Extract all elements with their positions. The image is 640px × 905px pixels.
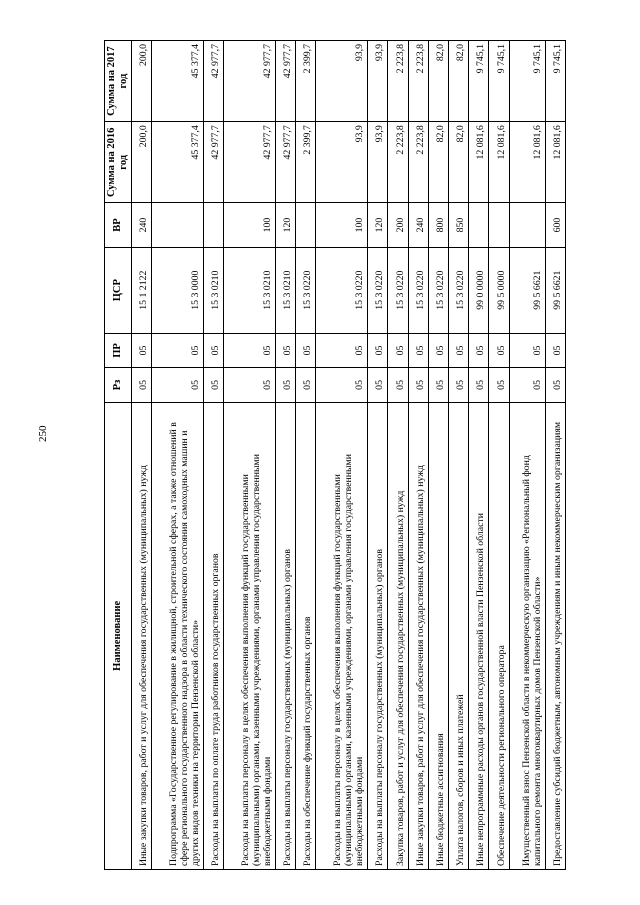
cell-vr (489, 203, 509, 247)
cell-sum-2016: 82,0 (448, 122, 468, 203)
cell-name: Иные закупки товаров, работ и услуг для обеспечения государственных (муниципальных) нужд (408, 402, 428, 869)
table-row (131, 41, 151, 870)
table-row (489, 41, 509, 870)
cell-name: Расходы на обеспечение функций государственных органов (296, 402, 316, 869)
cell-rz: 05 (545, 368, 565, 402)
cell-vr (509, 203, 545, 247)
cell-sum-2017: 200,0 (131, 41, 151, 122)
cell-rz: 05 (275, 368, 295, 402)
cell-sum-2017: 42 977,7 (223, 41, 275, 122)
cell-vr: 120 (275, 203, 295, 247)
cell-rz: 05 (203, 368, 223, 402)
cell-sum-2016: 2 223,8 (388, 122, 408, 203)
cell-csr: 99 0 0000 (469, 247, 489, 333)
cell-sum-2017: 2 223,8 (388, 41, 408, 122)
cell-vr: 600 (545, 203, 565, 247)
table-row (296, 41, 316, 870)
cell-vr (203, 203, 223, 247)
table-row (275, 41, 295, 870)
cell-rz: 05 (408, 368, 428, 402)
cell-sum-2017: 82,0 (448, 41, 468, 122)
table-body (131, 41, 566, 870)
cell-vr: 850 (448, 203, 468, 247)
cell-sum-2016: 12 081,6 (545, 122, 565, 203)
cell-name: Предоставление субсидий бюджетным, автономным учреждениям и иным некоммерческим организациям (545, 402, 565, 869)
header-sum-2016: Сумма на 2016 год (105, 122, 132, 203)
cell-vr (151, 203, 203, 247)
cell-pr: 05 (545, 333, 565, 367)
cell-name: Расходы на выплаты по оплате труда работников государственных органов (203, 402, 223, 869)
cell-vr: 240 (131, 203, 151, 247)
cell-sum-2017: 82,0 (428, 41, 448, 122)
cell-name: Расходы на выплаты персоналу в целях обеспечения выполнения функций государственными (муниципальными) органами, казенными учреждениями, органами управления государственными внебюджетными фондами (223, 402, 275, 869)
cell-sum-2017: 9 745,1 (545, 41, 565, 122)
cell-name: Иные бюджетные ассигнования (428, 402, 448, 869)
cell-sum-2016: 42 977,7 (223, 122, 275, 203)
cell-sum-2016: 82,0 (428, 122, 448, 203)
cell-csr: 15 3 0220 (388, 247, 408, 333)
cell-rz: 05 (428, 368, 448, 402)
cell-rz: 05 (151, 368, 203, 402)
cell-csr: 15 3 0210 (275, 247, 295, 333)
cell-rz: 05 (296, 368, 316, 402)
cell-vr: 100 (223, 203, 275, 247)
cell-pr: 05 (469, 333, 489, 367)
cell-vr (469, 203, 489, 247)
cell-pr: 05 (428, 333, 448, 367)
cell-pr: 05 (275, 333, 295, 367)
cell-sum-2017: 2 223,8 (408, 41, 428, 122)
cell-name: Расходы на выплаты персоналу государственных (муниципальных) органов (368, 402, 388, 869)
cell-name: Уплата налогов, сборов и иных платежей (448, 402, 468, 869)
cell-csr: 99 5 6621 (509, 247, 545, 333)
cell-name: Расходы на выплаты персоналу в целях обеспечения выполнения функций государственными (муниципальными) органами, казенными учреждениями, органами управления государственными внебюджетными фондами (316, 402, 368, 869)
header-csr: ЦСР (105, 247, 132, 333)
cell-sum-2017: 9 745,1 (469, 41, 489, 122)
cell-csr: 15 3 0220 (428, 247, 448, 333)
cell-rz: 05 (223, 368, 275, 402)
cell-pr: 05 (151, 333, 203, 367)
cell-sum-2017: 42 977,7 (275, 41, 295, 122)
table-row (509, 41, 545, 870)
table-row (469, 41, 489, 870)
cell-rz: 05 (316, 368, 368, 402)
table-row (316, 41, 368, 870)
cell-pr: 05 (408, 333, 428, 367)
table-row (151, 41, 203, 870)
cell-csr: 15 3 0220 (448, 247, 468, 333)
header-pr: ПР (105, 333, 132, 367)
cell-pr: 05 (368, 333, 388, 367)
cell-pr: 05 (223, 333, 275, 367)
cell-name: Имущественный взнос Пензенской области в некоммерческую организацию «Региональный фонд капитального ремонта многоквартирных домов Пензенской области» (509, 402, 545, 869)
cell-rz: 05 (388, 368, 408, 402)
cell-csr: 15 3 0220 (316, 247, 368, 333)
cell-sum-2017: 93,9 (368, 41, 388, 122)
cell-rz: 05 (489, 368, 509, 402)
cell-sum-2017: 93,9 (316, 41, 368, 122)
cell-name: Закупка товаров, работ и услуг для обеспечения государственных (муниципальных) нужд (388, 402, 408, 869)
header-rz: Рз (105, 368, 132, 402)
cell-sum-2016: 42 977,7 (203, 122, 223, 203)
cell-csr: 15 3 0220 (296, 247, 316, 333)
cell-pr: 05 (509, 333, 545, 367)
cell-pr: 05 (489, 333, 509, 367)
header-vr: ВР (105, 203, 132, 247)
cell-vr: 240 (408, 203, 428, 247)
cell-sum-2017: 9 745,1 (489, 41, 509, 122)
cell-sum-2016: 12 081,6 (469, 122, 489, 203)
cell-csr: 15 3 0220 (368, 247, 388, 333)
cell-sum-2016: 93,9 (316, 122, 368, 203)
cell-rz: 05 (469, 368, 489, 402)
cell-pr: 05 (448, 333, 468, 367)
cell-name: Иные закупки товаров, работ и услуг для обеспечения государственных (муниципальных) нужд (131, 402, 151, 869)
cell-vr: 100 (316, 203, 368, 247)
cell-csr: 99 5 6621 (545, 247, 565, 333)
cell-csr: 99 5 0000 (489, 247, 509, 333)
page-number: 250 (37, 425, 49, 442)
cell-csr: 15 3 0000 (151, 247, 203, 333)
cell-rz: 05 (368, 368, 388, 402)
table-row (448, 41, 468, 870)
cell-csr: 15 3 0210 (203, 247, 223, 333)
cell-vr: 800 (428, 203, 448, 247)
cell-pr: 05 (203, 333, 223, 367)
cell-name: Обеспечение деятельности регионального оператора (489, 402, 509, 869)
table-header-row (105, 41, 132, 870)
cell-csr: 15 1 2122 (131, 247, 151, 333)
cell-pr: 05 (131, 333, 151, 367)
cell-sum-2017: 45 377,4 (151, 41, 203, 122)
table-row (408, 41, 428, 870)
cell-csr: 15 3 0210 (223, 247, 275, 333)
budget-table (104, 40, 566, 870)
cell-vr: 120 (368, 203, 388, 247)
table-row (388, 41, 408, 870)
cell-name: Иные непрограммные расходы органов государственной власти Пензенской области (469, 402, 489, 869)
table-row (203, 41, 223, 870)
cell-rz: 05 (509, 368, 545, 402)
cell-sum-2016: 42 977,7 (275, 122, 295, 203)
header-name: Наименование (105, 402, 132, 869)
cell-sum-2016: 2 399,7 (296, 122, 316, 203)
cell-pr: 05 (388, 333, 408, 367)
cell-sum-2017: 42 977,7 (203, 41, 223, 122)
cell-pr: 05 (296, 333, 316, 367)
cell-sum-2017: 9 745,1 (509, 41, 545, 122)
budget-table-container (104, 40, 566, 870)
table-row (545, 41, 565, 870)
table-row (223, 41, 275, 870)
cell-vr (296, 203, 316, 247)
cell-sum-2016: 45 377,4 (151, 122, 203, 203)
cell-sum-2016: 200,0 (131, 122, 151, 203)
header-sum-2017: Сумма на 2017 год (105, 41, 132, 122)
cell-sum-2016: 12 081,6 (489, 122, 509, 203)
cell-rz: 05 (448, 368, 468, 402)
cell-sum-2016: 2 223,8 (408, 122, 428, 203)
cell-sum-2016: 93,9 (368, 122, 388, 203)
cell-csr: 15 3 0220 (408, 247, 428, 333)
cell-sum-2017: 2 399,7 (296, 41, 316, 122)
cell-sum-2016: 12 081,6 (509, 122, 545, 203)
cell-pr: 05 (316, 333, 368, 367)
table-row (428, 41, 448, 870)
cell-rz: 05 (131, 368, 151, 402)
cell-name: Подпрограмма «Государственное регулирование в жилищной, строительной сферах, а также отношений в сфере регионального государственного надзора в области технического состояния самоходных машин и других видов техники на территории Пензенской области» (151, 402, 203, 869)
cell-vr: 200 (388, 203, 408, 247)
cell-name: Расходы на выплаты персоналу государственных (муниципальных) органов (275, 402, 295, 869)
table-row (368, 41, 388, 870)
